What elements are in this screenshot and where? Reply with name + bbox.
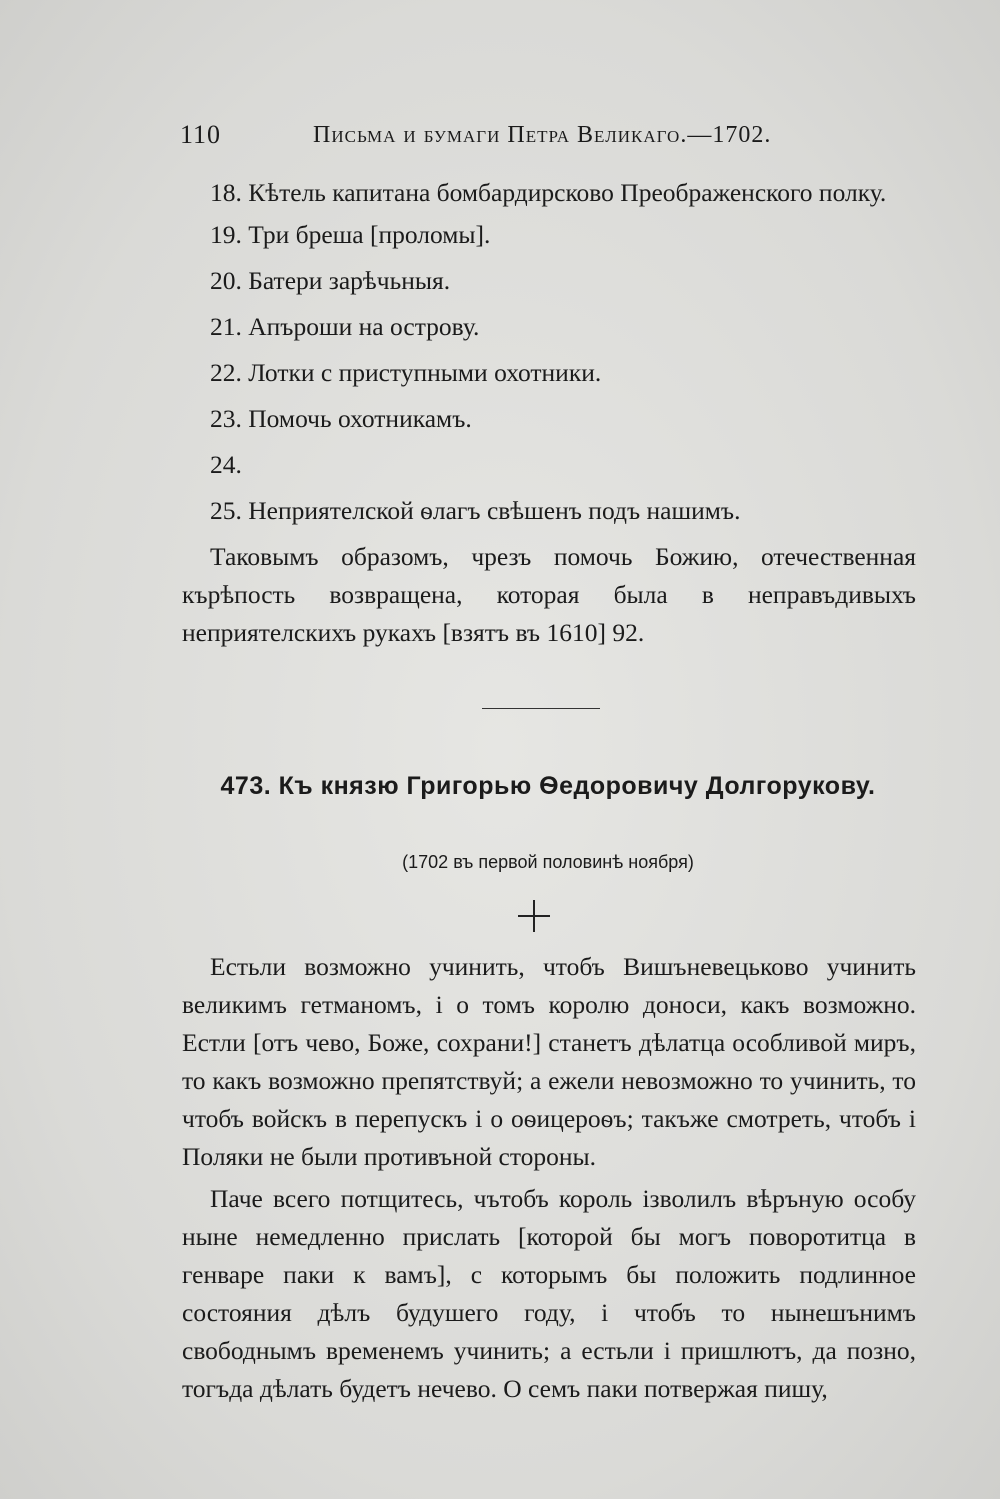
letter-paragraph: Паче всего потщитесь, чътобъ король ізволилъ вѣръную особу ныне немедленно прислать [которой бы могъ поворотитца в генваре паки к вамъ], с которымъ бы положить подлинное состояния дѣлъ будушего году, і чтобъ то нынешънимъ свободнымъ временемъ учинить; а естьли і пришлютъ, да позно, тогъда дѣлать будетъ нечево. О семъ паки потвержая пишу, bbox=[182, 1184, 916, 1403]
document-date: (1702 въ первой половинѣ ноября) bbox=[402, 852, 694, 872]
list-item: 23. Помочь охотникамъ. bbox=[210, 404, 472, 433]
list-item: 19. Три бреша [проломы]. bbox=[210, 220, 491, 249]
page-number: 110 bbox=[180, 120, 222, 149]
running-title: Письма и бумаги Петра Великаго.—1702. bbox=[313, 122, 772, 148]
list-item: 22. Лотки с приступными охотники. bbox=[210, 358, 602, 387]
list-item: 21. Апъроши на острову. bbox=[210, 312, 480, 341]
document-title: 473. Къ князю Григорью Ѳедоровичу Долгорукову. bbox=[220, 772, 876, 800]
section-divider bbox=[482, 708, 600, 709]
list-item: 18. Кѣтель капитана бомбардирсково Преображенского полку. bbox=[210, 178, 887, 207]
list-item: 20. Батери зарѣчьныя. bbox=[210, 266, 451, 295]
cross-icon bbox=[518, 900, 550, 932]
list-item: 25. Неприятелской ѳлагъ свѣшенъ подъ нашимъ. bbox=[210, 496, 741, 525]
letter-paragraph: Естьли возможно учинить, чтобъ Вишъневецьково учинить великимъ гетманомъ, і о томъ королю доноси, какъ возможно. Естли [отъ чево, Боже, сохрани!] станетъ дѣлатца особливой миръ, то какъ возможно препятствуй; а ежели невозможно то учинить, то чтобъ войскъ в перепускъ і о оѳицероѳъ; такъже смотреть, чтобъ і Поляки не были противъной стороны. bbox=[182, 952, 916, 1171]
closing-paragraph: Таковымъ образомъ, чрезъ помочь Божию, отечественная кърѣпость возвращена, которая была в неправъдивыхъ неприятелскихъ рукахъ [взятъ въ 1610] 92. bbox=[182, 542, 916, 647]
list-item: 24. bbox=[210, 450, 242, 479]
letter-body bbox=[182, 948, 916, 1412]
siege-list bbox=[182, 174, 916, 660]
